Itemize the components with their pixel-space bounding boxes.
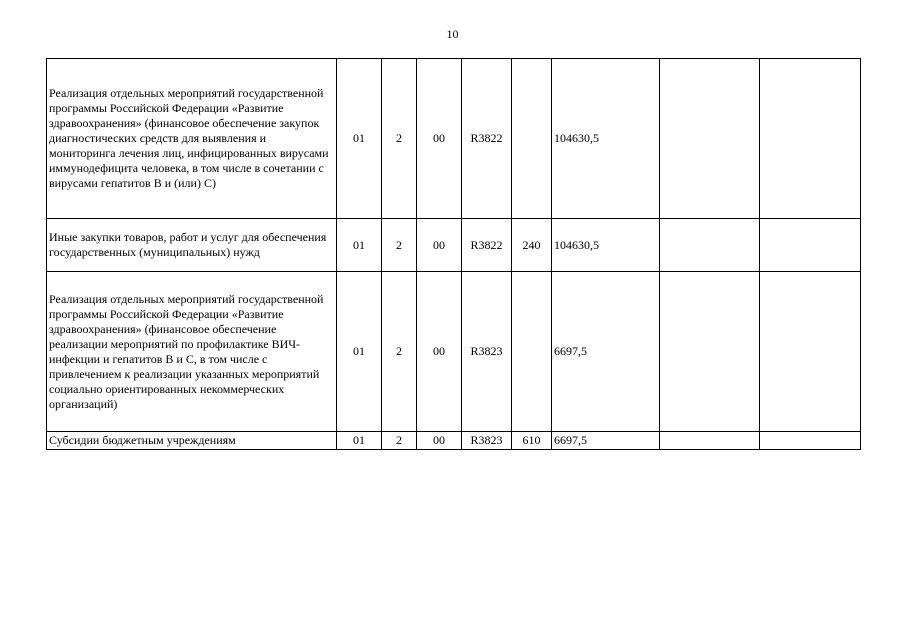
cell-empty: [660, 59, 760, 219]
table-row: [47, 272, 861, 432]
page-number: 10: [446, 27, 459, 41]
cell-expense-type: 610: [512, 432, 552, 450]
cell-empty: [660, 272, 760, 432]
cell-amount: 104630,5: [552, 59, 660, 219]
cell-empty: [760, 272, 861, 432]
cell-target-code: R3823: [462, 432, 512, 450]
table-row: [47, 432, 861, 450]
row-description: Субсидии бюджетным учреждениям: [47, 432, 337, 450]
cell-empty: [760, 59, 861, 219]
cell-subprogram: 00: [417, 219, 462, 272]
cell-subprogram: 00: [417, 272, 462, 432]
cell-amount: 104630,5: [552, 219, 660, 272]
row-description: Реализация отдельных мероприятий государственной программы Российской Федерации «Развитие здравоохранения» (финансовое обеспечение закупок диагностических средств для выявления и мониторинга лечения лиц, инфицированных вирусами иммунодефицита человека, в том числе в сочетании с вирусами гепатитов В и (или) С): [47, 59, 337, 219]
cell-subprogram: 00: [417, 432, 462, 450]
cell-empty: [660, 432, 760, 450]
cell-expense-type: [512, 59, 552, 219]
cell-section: 01: [337, 219, 382, 272]
cell-program: 2: [382, 272, 417, 432]
cell-subprogram: 00: [417, 59, 462, 219]
row-description: Иные закупки товаров, работ и услуг для обеспечения государственных (муниципальных) нужд: [47, 219, 337, 272]
cell-target-code: R3822: [462, 59, 512, 219]
cell-section: 01: [337, 432, 382, 450]
cell-empty: [760, 432, 861, 450]
budget-table: [46, 58, 861, 450]
cell-amount: 6697,5: [552, 432, 660, 450]
cell-section: 01: [337, 272, 382, 432]
table-row: [47, 219, 861, 272]
cell-empty: [660, 219, 760, 272]
cell-program: 2: [382, 219, 417, 272]
cell-target-code: R3823: [462, 272, 512, 432]
cell-section: 01: [337, 59, 382, 219]
cell-program: 2: [382, 59, 417, 219]
cell-expense-type: 240: [512, 219, 552, 272]
table-row: [47, 59, 861, 219]
cell-program: 2: [382, 432, 417, 450]
cell-expense-type: [512, 272, 552, 432]
cell-target-code: R3822: [462, 219, 512, 272]
cell-empty: [760, 219, 861, 272]
cell-amount: 6697,5: [552, 272, 660, 432]
row-description: Реализация отдельных мероприятий государственной программы Российской Федерации «Развитие здравоохранения» (финансовое обеспечение реализации мероприятий по профилактике ВИЧ-инфекции и гепатитов В и С, в том числе с привлечением к реализации указанных мероприятий социально ориентированных некоммерческих организаций): [47, 272, 337, 432]
